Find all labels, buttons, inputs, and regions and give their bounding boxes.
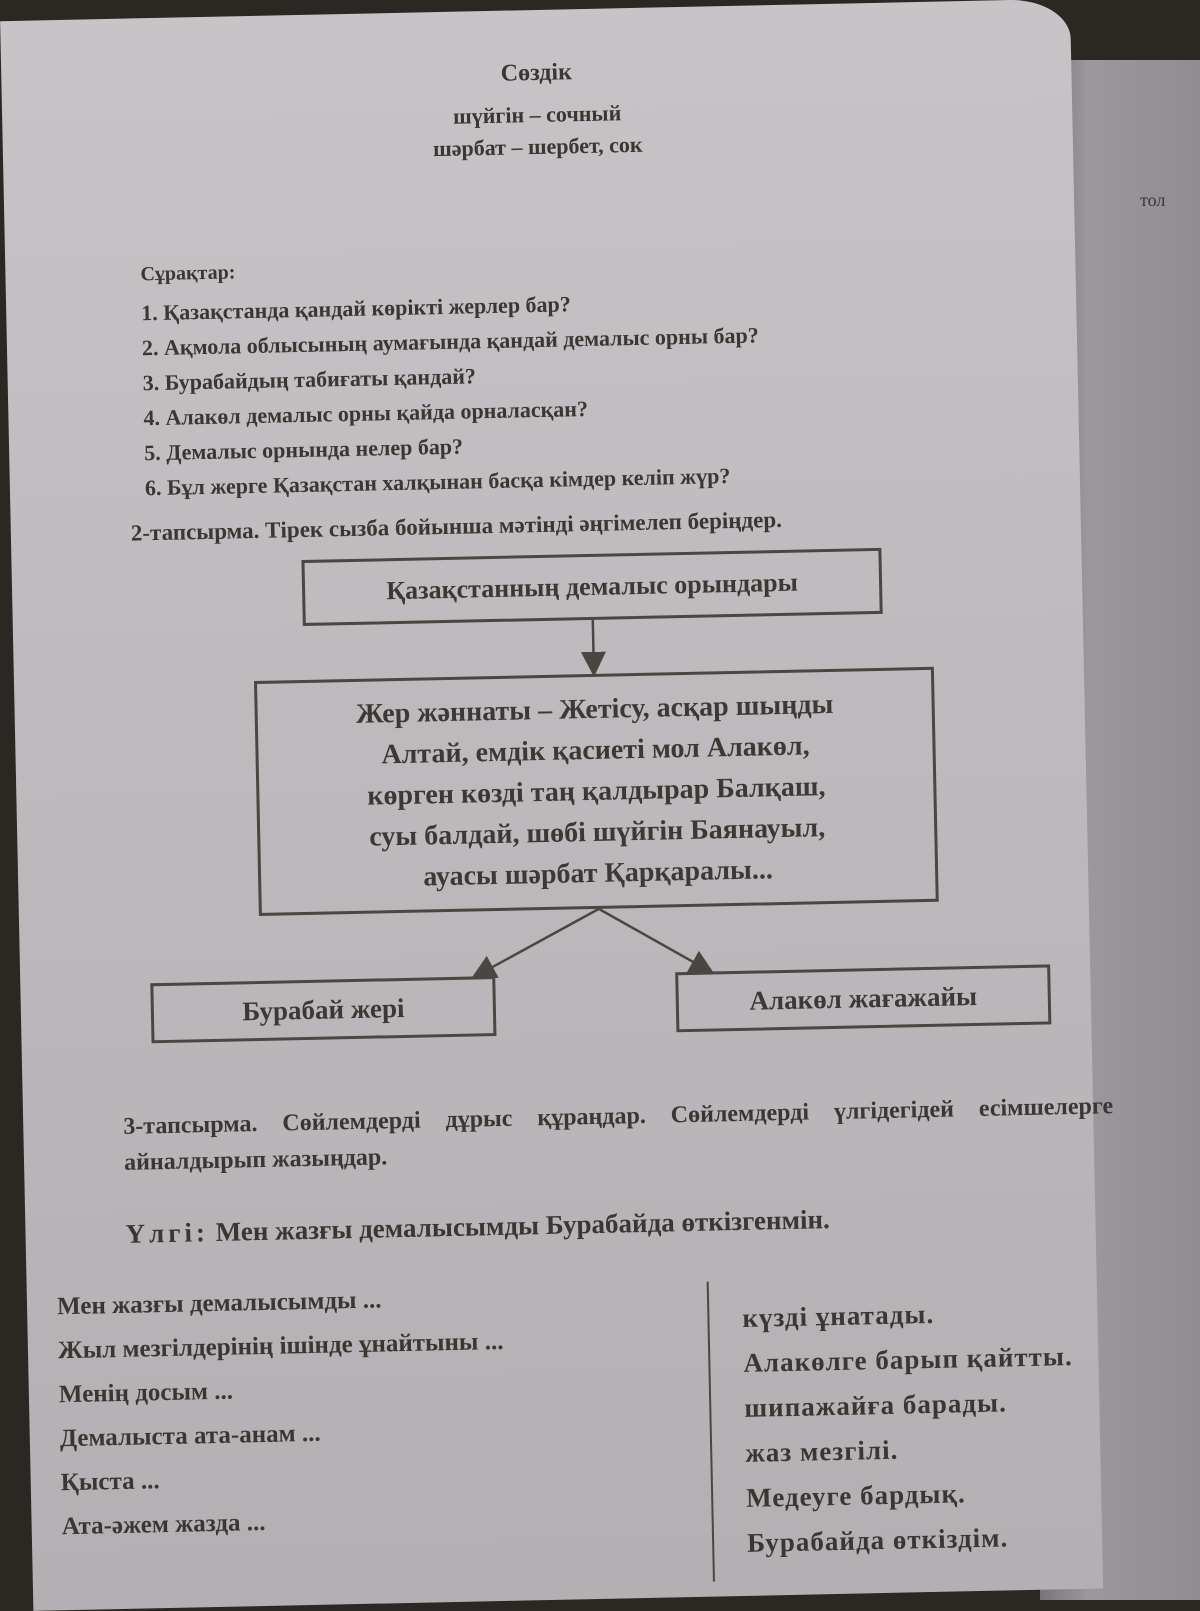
- sample-sentence: [125, 1204, 830, 1250]
- arrow-middle-to-left: [474, 909, 600, 977]
- match-left-item: Мен жазғы демалысымды ...: [56, 1286, 382, 1321]
- match-right-item: шипажайға барады.: [744, 1387, 1008, 1423]
- sample-text: Мен жазғы демалысымды Бурабайда өткізгенмін.: [215, 1204, 831, 1247]
- task-3-instruction: 3-тапсырма. Сөйлемдерді дұрыс құраңдар. Сөйлемдерді үлгідегідей есімшелерге айналдырып жазыңдар.: [123, 1093, 1114, 1176]
- match-left-item: Демалыста ата-анам ...: [59, 1419, 321, 1453]
- match-right-item: Алакөлге барып қайтты.: [743, 1341, 1073, 1378]
- diagram-top-label: Қазақстанның демалыс орындары: [385, 567, 799, 606]
- match-right-item: Бурабайда өткіздім.: [746, 1522, 1009, 1558]
- diagram-middle-line: көрген көзді таң қалдырар Балқаш,: [367, 771, 826, 812]
- diagram-middle-line: Жер жәннаты – Жетісу, асқар шыңды: [355, 688, 834, 730]
- diagram-box-right: [675, 964, 1051, 1032]
- diagram-middle-line: ауасы шәрбат Қарқаралы...: [423, 854, 774, 893]
- match-right-column: [742, 1289, 1077, 1566]
- vocabulary-item: шәрбат – шербет, сок: [432, 131, 643, 162]
- question-3: 3. Бурабайдың табиғаты қандай?: [142, 363, 477, 396]
- match-left-item: Жыл мезгілдерінің ішінде ұнайтыны ...: [57, 1327, 504, 1365]
- column-divider: [707, 1282, 715, 1582]
- task-2-instruction: 2-тапсырма. Тірек сызба бойынша мәтінді әңгімелеп беріңдер.: [130, 506, 783, 546]
- vocabulary-title: Сөздік: [500, 59, 573, 87]
- diagram-right-label: Алакөл жағажайы: [749, 980, 978, 1016]
- sample-label: Үлгі:: [125, 1217, 210, 1249]
- diagram-box-middle: [254, 667, 939, 916]
- match-right-item: күзді ұнатады.: [742, 1298, 935, 1333]
- question-6: 6. Бұл жерге Қазақстан халқынан басқа кімдер келіп жүр?: [144, 463, 731, 501]
- question-5: 5. Демалыс орнында нелер бар?: [143, 433, 464, 466]
- match-left-item: Менің досым ...: [58, 1377, 234, 1409]
- diagram-left-label: Бурабай жері: [241, 992, 405, 1026]
- diagram-middle-line: Алтай, емдік қасиеті мол Алакөл,: [381, 730, 810, 771]
- arrow-top-to-middle: [593, 620, 594, 672]
- match-right-item: жаз мезгілі.: [744, 1434, 899, 1468]
- vocabulary-item: шүйгін – сочный: [452, 100, 622, 129]
- question-2: 2. Ақмола облысының аумағында қандай демалыс орны бар?: [141, 322, 759, 361]
- arrow-middle-to-right: [599, 907, 710, 974]
- questions-title: Сұрақтар:: [140, 261, 236, 286]
- match-left-column: [57, 1276, 508, 1549]
- match-left-item: Ата-әжем жазда ...: [61, 1508, 266, 1541]
- question-4: 4. Алакөл демалыс орны қайда орналасқан?: [143, 395, 589, 431]
- next-page-text: тол: [1140, 190, 1166, 210]
- diagram-box-top: [301, 548, 882, 626]
- diagram-middle-line: суы балдай, шөбі шүйгін Баянауыл,: [368, 812, 826, 853]
- question-1: 1. Қазақстанда қандай көрікті жерлер бар?: [140, 291, 572, 326]
- match-left-item: Қыста ...: [60, 1467, 160, 1497]
- diagram-box-left: [150, 976, 496, 1043]
- match-right-item: Медеуге бардық.: [745, 1478, 967, 1513]
